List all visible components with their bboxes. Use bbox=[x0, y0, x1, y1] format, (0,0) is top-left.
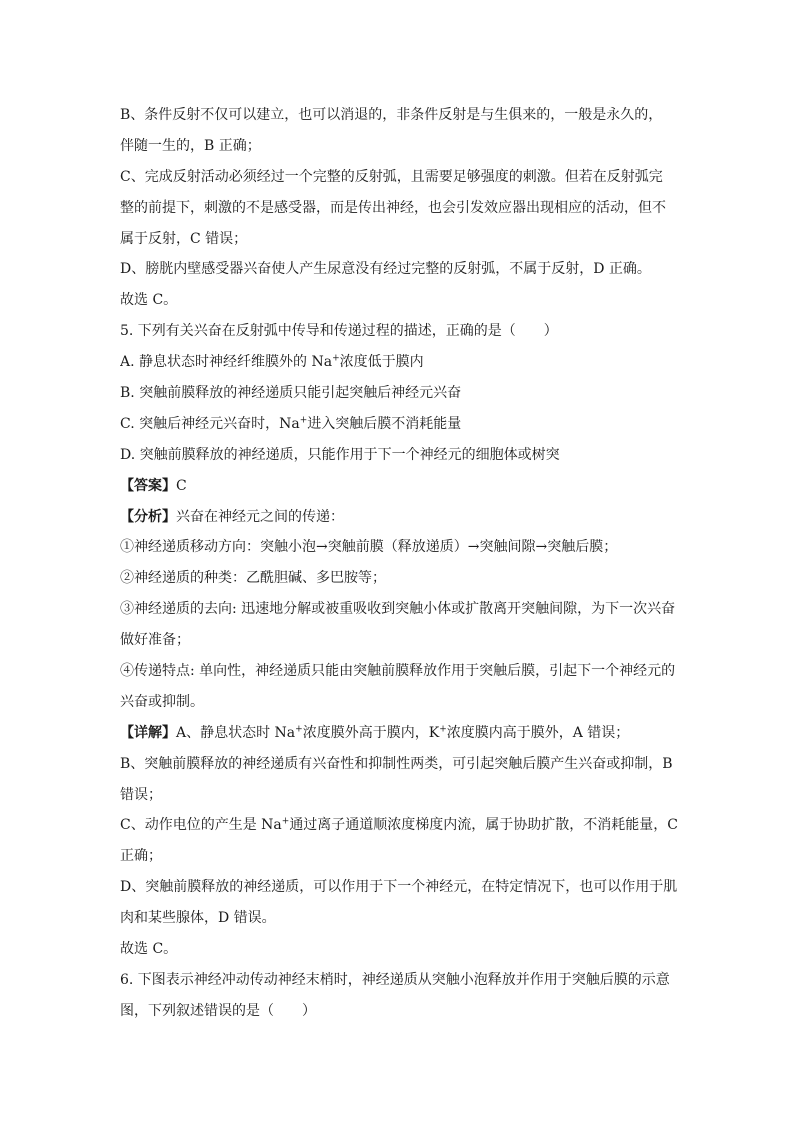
line-text: 故选 C。 bbox=[120, 941, 178, 958]
text-line bbox=[120, 563, 680, 594]
superscript: + bbox=[295, 724, 303, 735]
line-text: 6. 下图表示神经冲动传动神经末梢时，神经递质从突触小泡释放并作用于突触后膜的示意 bbox=[120, 971, 670, 988]
text-line bbox=[120, 532, 680, 563]
superscript: + bbox=[439, 724, 447, 735]
text-line bbox=[120, 903, 680, 934]
superscript: + bbox=[332, 353, 340, 364]
line-text: 错误； bbox=[120, 786, 162, 803]
text-line bbox=[120, 285, 680, 316]
text-line bbox=[120, 471, 680, 502]
line-text: B. 突触前膜释放的神经递质只能引起突触后神经元兴奋 bbox=[120, 385, 462, 402]
line-text: ③神经递质的去向: 迅速地分解或被重吸收到突触小体或扩散离开突触间隙，为下一次兴奋 bbox=[120, 601, 676, 618]
text-line bbox=[120, 440, 680, 471]
line-text: D. 突触前膜释放的神经递质，只能作用于下一个神经元的细胞体或树突 bbox=[120, 446, 560, 463]
line-text: D、膀胱内壁感受器兴奋使人产生尿意没有经过完整的反射弧，不属于反射，D 正确。 bbox=[120, 261, 651, 278]
text-line bbox=[120, 810, 680, 841]
line-text: A、静息状态时 Na bbox=[176, 724, 296, 741]
section-label: 【答案】 bbox=[120, 477, 176, 494]
text-line bbox=[120, 594, 680, 625]
line-text: 肉和某些腺体，D 错误。 bbox=[120, 910, 276, 927]
line-text: 故选 C。 bbox=[120, 292, 178, 309]
line-text: ②神经递质的种类：乙酰胆碱、多巴胺等； bbox=[120, 570, 386, 587]
text-line bbox=[120, 965, 680, 996]
document-body bbox=[120, 100, 680, 1027]
text-line bbox=[120, 718, 680, 749]
text-line bbox=[120, 780, 680, 811]
line-text: C、完成反射活动必须经过一个完整的反射弧，且需要足够强度的刺激。但若在反射弧完 bbox=[120, 168, 663, 185]
text-line bbox=[120, 841, 680, 872]
text-line bbox=[120, 347, 680, 378]
line-text: ①神经递质移动方向：突触小泡→突触前膜（释放递质）→突触间隙→突触后膜； bbox=[120, 539, 618, 556]
line-text: 做好准备； bbox=[120, 632, 190, 649]
text-line bbox=[120, 409, 680, 440]
line-text: C. 突触后神经元兴奋时，Na bbox=[120, 415, 300, 432]
line-text: 5. 下列有关兴奋在反射弧中传导和传递过程的描述，正确的是（ ） bbox=[120, 323, 558, 340]
line-text: 图，下列叙述错误的是（ ） bbox=[120, 1002, 316, 1019]
text-line bbox=[120, 378, 680, 409]
line-text: 浓度低于膜内 bbox=[339, 354, 424, 371]
text-line bbox=[120, 131, 680, 162]
section-label: 【详解】 bbox=[120, 724, 176, 741]
line-text: C bbox=[176, 477, 187, 494]
line-text: 进入突触后膜不消耗能量 bbox=[307, 415, 462, 432]
text-line bbox=[120, 100, 680, 131]
text-line bbox=[120, 687, 680, 718]
text-line bbox=[120, 224, 680, 255]
text-line bbox=[120, 254, 680, 285]
line-text: A. 静息状态时神经纤维膜外的 Na bbox=[120, 354, 333, 371]
line-text: 浓度膜外高于膜内，K bbox=[302, 724, 440, 741]
text-line bbox=[120, 656, 680, 687]
line-text: 整的前提下，刺激的不是感受器，而是传出神经，也会引发效应器出现相应的活动，但不 bbox=[120, 199, 666, 216]
text-line bbox=[120, 749, 680, 780]
line-text: B、条件反射不仅可以建立，也可以消退的，非条件反射是与生俱来的，一般是永久的， bbox=[120, 107, 663, 123]
line-text: ④传递特点: 单向性，神经递质只能由突触前膜释放作用于突触后膜，引起下一个神经元的 bbox=[120, 663, 676, 680]
section-label: 【分析】 bbox=[120, 508, 176, 525]
line-text: 伴随一生的，B 正确； bbox=[120, 137, 261, 154]
superscript: + bbox=[281, 816, 290, 827]
text-line bbox=[120, 162, 680, 193]
text-line bbox=[120, 316, 680, 347]
text-line bbox=[120, 872, 680, 903]
line-text: 兴奋在神经元之间的传递： bbox=[176, 508, 344, 525]
text-line bbox=[120, 625, 680, 656]
line-text: 属于反射，C 错误； bbox=[120, 230, 248, 247]
line-text: 通过离子通道顺浓度梯度内流，属于协助扩散，不消耗能量，C bbox=[289, 817, 679, 834]
line-text: 兴奋或抑制。 bbox=[120, 693, 204, 710]
line-text: B、突触前膜释放的神经递质有兴奋性和抑制性两类，可引起突触后膜产生兴奋或抑制，B bbox=[120, 755, 673, 772]
text-line bbox=[120, 502, 680, 533]
line-text: D、突触前膜释放的神经递质，可以作用于下一个神经元，在特定情况下，也可以作用于肌 bbox=[120, 879, 678, 896]
line-text: 浓度膜内高于膜外，A 错误； bbox=[446, 724, 630, 741]
text-line bbox=[120, 193, 680, 224]
line-text: 正确； bbox=[120, 848, 162, 865]
text-line bbox=[120, 996, 680, 1027]
line-text: C、动作电位的产生是 Na bbox=[120, 817, 282, 834]
text-line bbox=[120, 934, 680, 965]
superscript: + bbox=[299, 415, 308, 426]
